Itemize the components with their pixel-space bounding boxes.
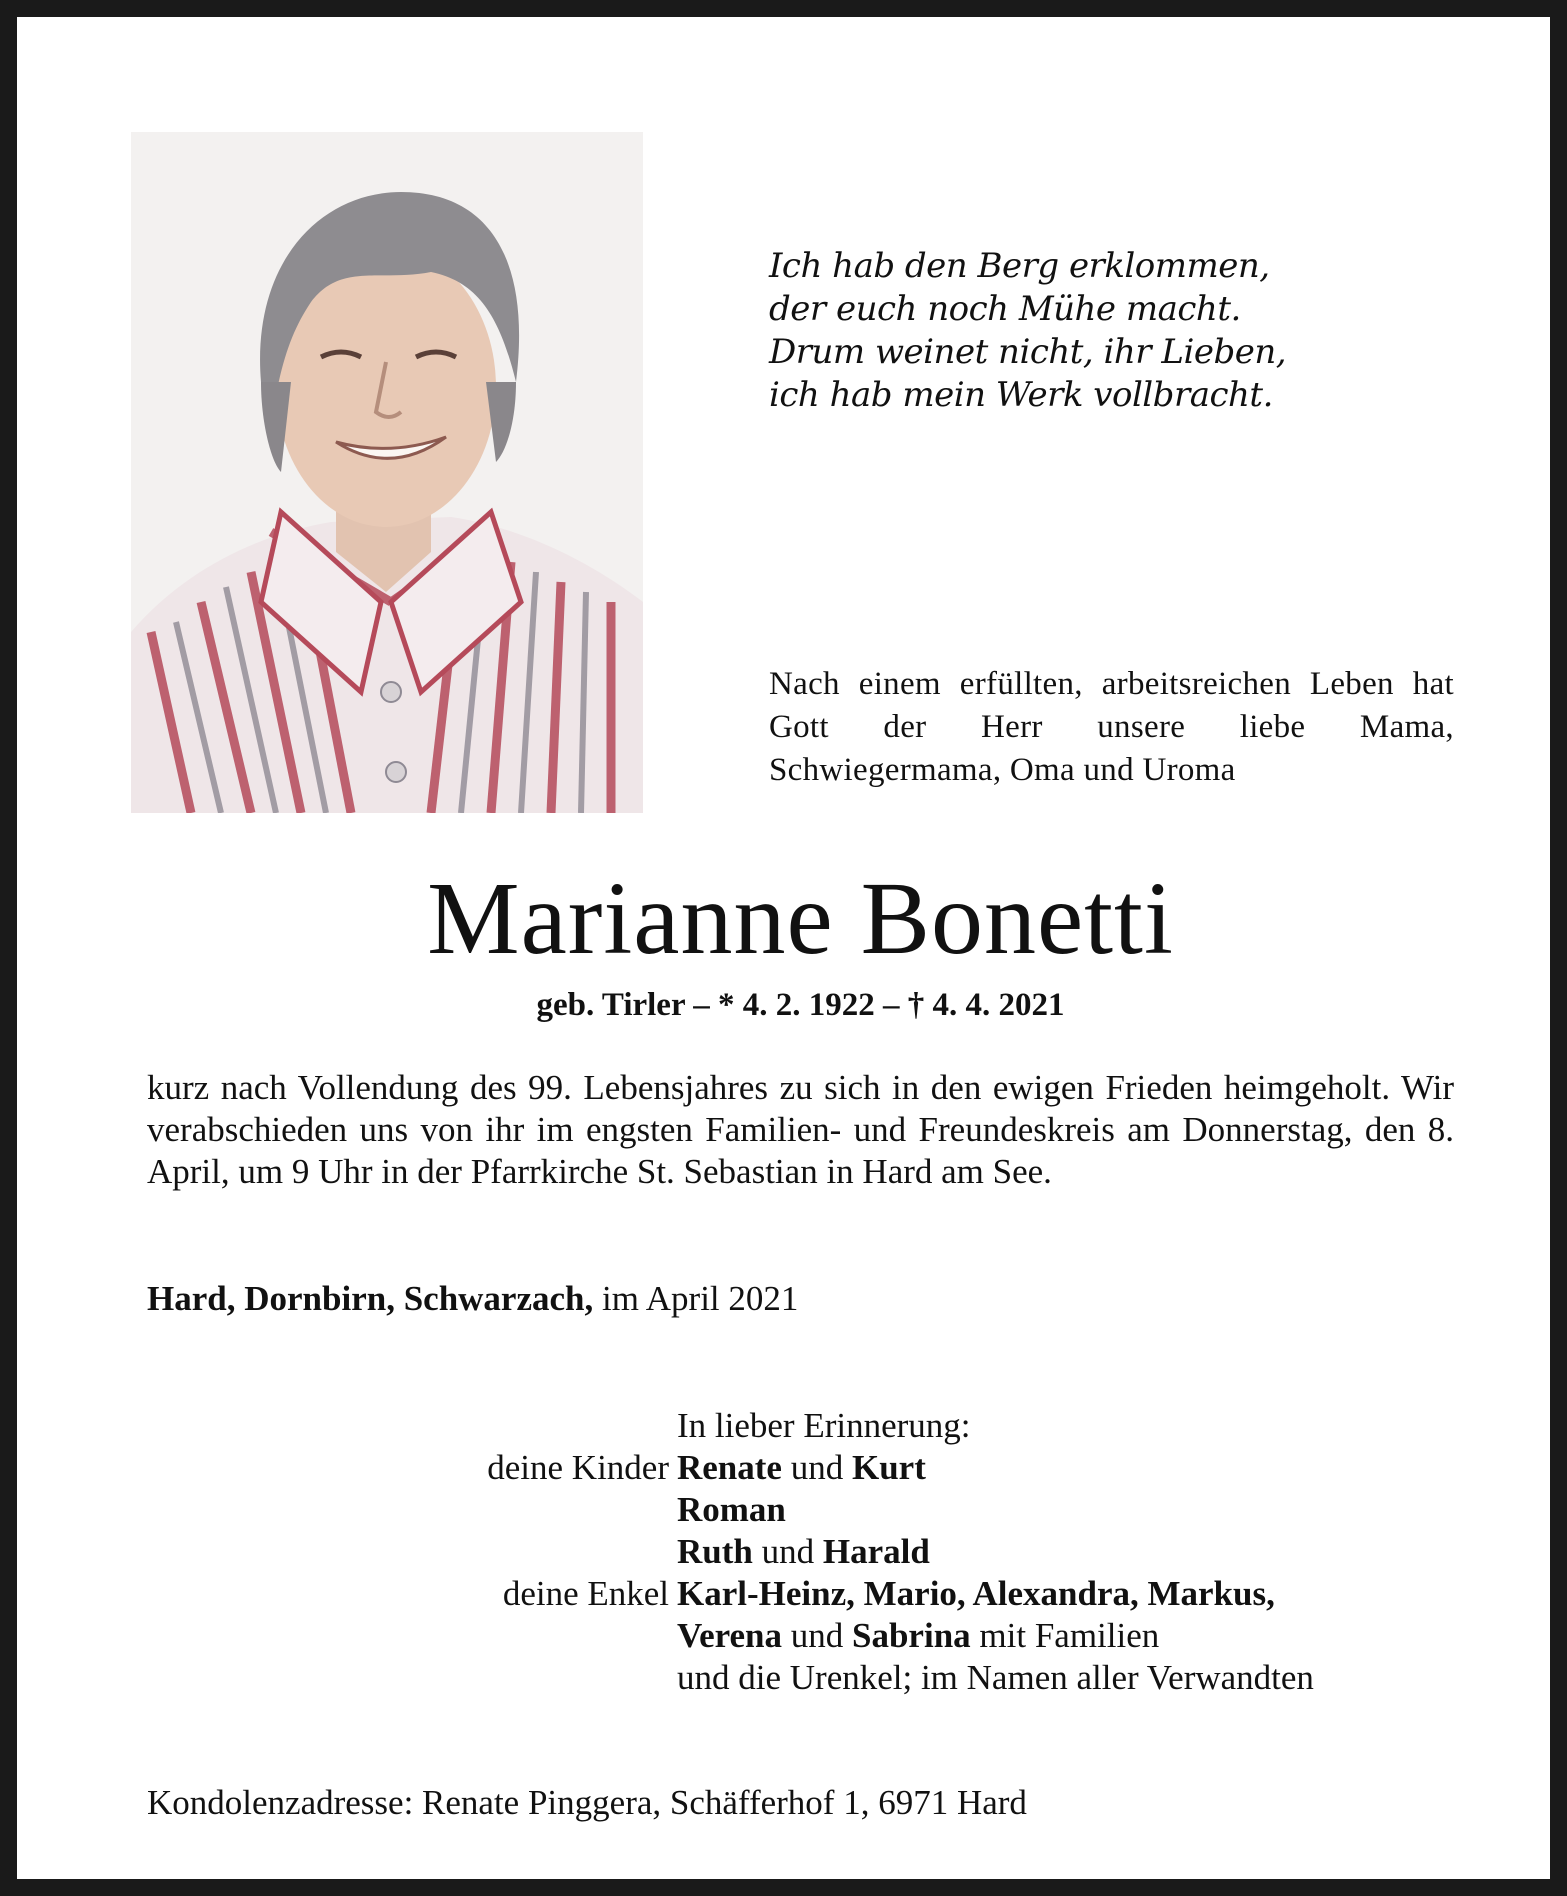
places-date-line bbox=[147, 1279, 798, 1319]
places-date: im April 2021 bbox=[593, 1279, 799, 1318]
mourners-block bbox=[147, 1405, 1454, 1699]
child-partner-name: Harald bbox=[822, 1532, 930, 1571]
child-name: Renate bbox=[677, 1448, 782, 1487]
mourners-closing: und die Urenkel; im Namen aller Verwandten bbox=[677, 1658, 1314, 1697]
poem-line: ich hab mein Werk vollbracht. bbox=[769, 375, 1273, 415]
birth-death-dates: geb. Tirler – * 4. 2. 1922 – † 4. 4. 2021 bbox=[536, 987, 1065, 1023]
grandchild-name: Verena bbox=[677, 1616, 782, 1655]
children-row: deine Kinder Renate und Kurt bbox=[147, 1447, 1454, 1489]
grandchildren-row: Verena und Sabrina mit Familien bbox=[677, 1616, 1160, 1655]
portrait-image bbox=[131, 132, 643, 813]
children-row bbox=[147, 1489, 1454, 1531]
places-towns: Hard, Dornbirn, Schwarzach, bbox=[147, 1279, 594, 1318]
grandchildren-label: deine Enkel bbox=[502, 1574, 669, 1613]
mourners-heading-row bbox=[147, 1405, 1454, 1447]
children-label: deine Kinder bbox=[487, 1448, 669, 1487]
poem-line: Ich hab den Berg erklommen, bbox=[769, 246, 1270, 286]
child-name: Roman bbox=[677, 1490, 786, 1529]
child-partner-name: Kurt bbox=[851, 1448, 926, 1487]
intro-paragraph: Nach einem erfüllten, arbeitsreichen Leben hat Gott der Herr unsere liebe Mama, Schwiegermama, Oma und Uroma bbox=[769, 666, 1454, 788]
portrait-photo bbox=[131, 132, 643, 813]
poem-line: Drum weinet nicht, ihr Lieben, bbox=[769, 332, 1287, 372]
condolence-address: Kondolenzadresse: Renate Pinggera, Schäfferhof 1, 6971 Hard bbox=[147, 1783, 1027, 1822]
poem-line: der euch noch Mühe macht. bbox=[769, 289, 1241, 329]
grandchildren-names: Karl-Heinz, Mario, Alexandra, Markus, bbox=[677, 1574, 1275, 1613]
grandchild-name: Sabrina bbox=[852, 1616, 971, 1655]
deceased-name: Marianne Bonetti bbox=[427, 861, 1174, 976]
mourners-heading: In lieber Erinnerung: bbox=[677, 1406, 971, 1445]
poem bbox=[769, 245, 1286, 417]
child-name: Ruth bbox=[677, 1532, 753, 1571]
grandchildren-row bbox=[147, 1573, 1454, 1615]
closing-row bbox=[147, 1657, 1454, 1699]
children-row: Ruth und Harald bbox=[677, 1532, 930, 1571]
body-paragraph: kurz nach Vollendung des 99. Lebensjahres zu sich in den ewigen Frieden heimgeholt. Wir verabschieden uns von ihr im engsten Familien- und Freundeskreis am Donnerstag, den 8. April, um 9 Uhr in der Pfarrkirche St. Sebastian in Hard am See. bbox=[147, 1068, 1454, 1191]
